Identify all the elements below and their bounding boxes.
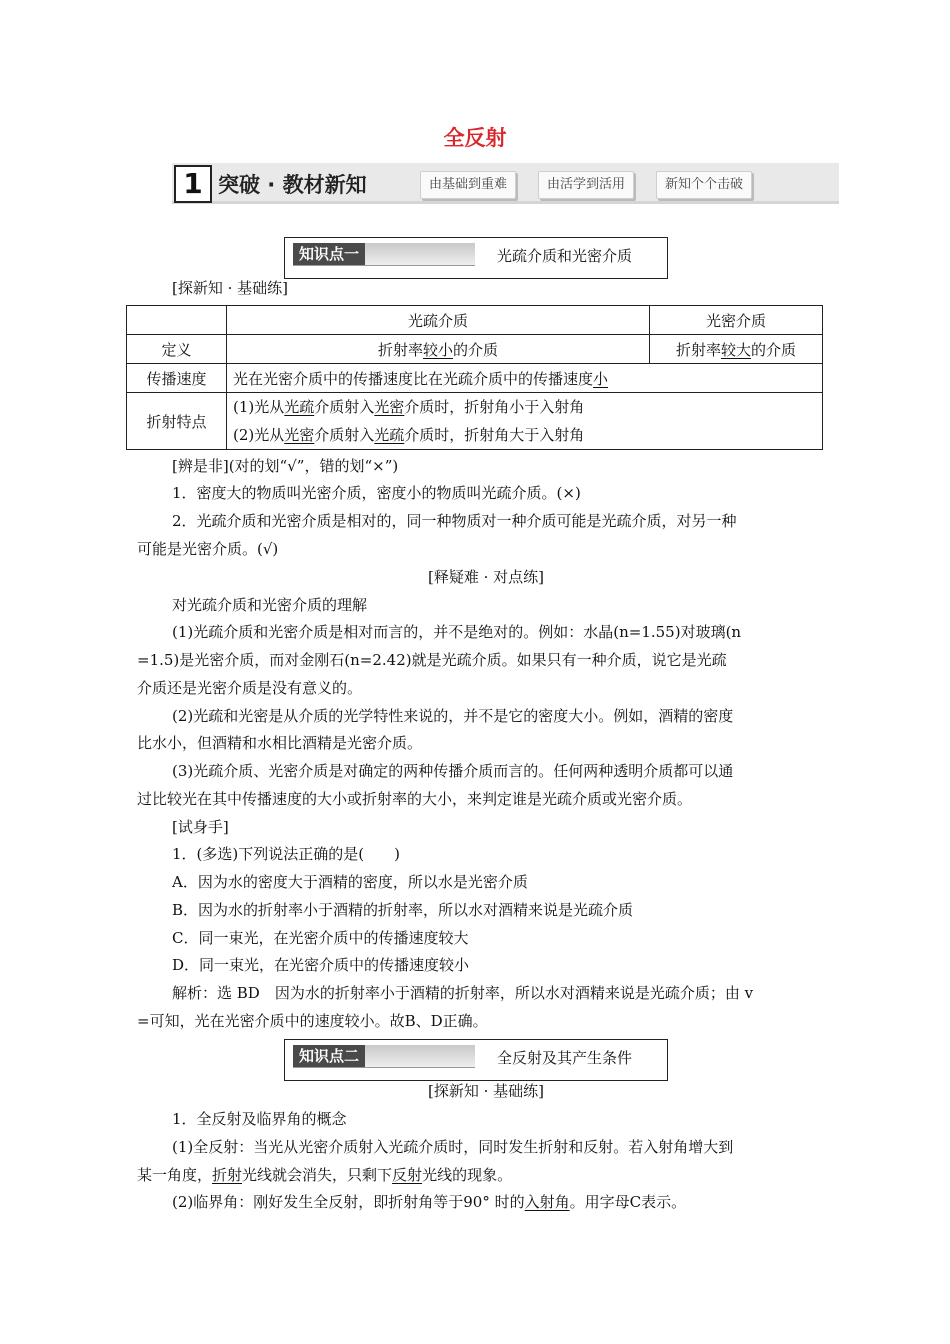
row-label: 传播速度 (127, 364, 227, 393)
paragraph: 某一角度，折射光线就会消失，只剩下反射光线的现象。 (137, 1166, 513, 1184)
pill-basic: 由基础到重难 (420, 171, 516, 199)
knowledge-point-1 (284, 237, 668, 279)
option-a: A．因为水的密度大于酒精的密度，所以水是光密介质 (172, 873, 528, 891)
section-banner (172, 163, 839, 204)
pill-apply: 由活学到活用 (538, 171, 634, 199)
paragraph: 1．全反射及临界角的概念 (172, 1110, 347, 1128)
subheading: [探新知 · 基础练] (172, 279, 289, 297)
paragraph: =1.5)是光密介质，而对金刚石(n=2.42)就是光疏介质。如果只有一种介质，说它是光疏 (137, 651, 727, 669)
section-number: 1 (174, 165, 212, 203)
section-heading: 突破 · 教材新知 (218, 173, 367, 197)
question: 1．(多选)下列说法正确的是( ) (172, 845, 400, 863)
subheading: [试身手] (172, 818, 229, 836)
compare-table (126, 305, 823, 450)
paragraph: (1)全反射：当光从光密介质射入光疏介质时，同时发生折射和反射。若入射角增大到 (172, 1138, 734, 1156)
paragraph: (2)临界角：刚好发生全反射，即折射角等于90° 时的入射角。用字母C表示。 (172, 1193, 687, 1211)
paragraph: (3)光疏介质、光密介质是对确定的两种传播介质而言的。任何两种透明介质都可以通 (172, 762, 734, 780)
subheading: [释疑难 · 对点练] (428, 568, 545, 586)
subheading: [探新知 · 基础练] (428, 1082, 545, 1100)
knowledge-point-2 (284, 1039, 668, 1081)
pill-new: 新知个个击破 (656, 171, 752, 199)
judge-item-cont: 可能是光密介质。(√) (137, 540, 279, 558)
row-label: 折射特点 (127, 393, 227, 450)
header-dense: 光密介质 (650, 306, 823, 335)
answer: 解析：选 BD 因为水的折射率小于酒精的折射率，所以水对酒精来说是光疏介质；由 v (172, 984, 754, 1002)
paragraph: 过比较光在其中传播速度的大小或折射率的大小，来判定谁是光疏介质或光密介质。 (137, 790, 693, 808)
paragraph: (1)光疏介质和光密介质是相对而言的，并不是绝对的。例如：水晶(n=1.55)对玻璃(n (172, 623, 742, 641)
option-d: D．同一束光，在光密介质中的传播速度较小 (172, 956, 470, 974)
paragraph: 介质还是光密介质是没有意义的。 (137, 679, 363, 697)
kp-tag: 知识点二 (293, 1045, 475, 1068)
kp-name: 光疏介质和光密介质 (497, 247, 633, 265)
kp-tag: 知识点一 (293, 243, 475, 266)
cell: 折射率较大的介质 (650, 335, 823, 364)
header-sparse: 光疏介质 (227, 306, 650, 335)
row-label: 定义 (127, 335, 227, 364)
judge-heading: [辨是非](对的划“√”，错的划“×”) (172, 457, 399, 475)
judge-item: 2．光疏介质和光密介质是相对的，同一种物质对一种介质可能是光疏介质，对另一种 (172, 512, 737, 530)
page-title: 全反射 (443, 126, 507, 150)
cell: 折射率较小的介质 (227, 335, 650, 364)
cell: 光在光密介质中的传播速度比在光疏介质中的传播速度小 (227, 364, 823, 393)
paragraph: 比水小，但酒精和水相比酒精是光密介质。 (137, 734, 423, 752)
paragraph: (2)光疏和光密是从介质的光学特性来说的，并不是它的密度大小。例如，酒精的密度 (172, 707, 734, 725)
answer-cont: =可知，光在光密介质中的速度较小。故B、D正确。 (137, 1012, 488, 1030)
cell: (1)光从光疏介质射入光密介质时，折射角小于入射角 (2)光从光密介质射入光疏介质时，折射角大于入射角 (227, 393, 823, 450)
option-c: C．同一束光，在光密介质中的传播速度较大 (172, 929, 469, 947)
topic: 对光疏介质和光密介质的理解 (172, 596, 368, 614)
judge-item: 1．密度大的物质叫光密介质，密度小的物质叫光疏介质。(×) (172, 484, 581, 502)
option-b: B．因为水的折射率小于酒精的折射率，所以水对酒精来说是光疏介质 (172, 901, 634, 919)
kp-name: 全反射及其产生条件 (497, 1049, 633, 1067)
